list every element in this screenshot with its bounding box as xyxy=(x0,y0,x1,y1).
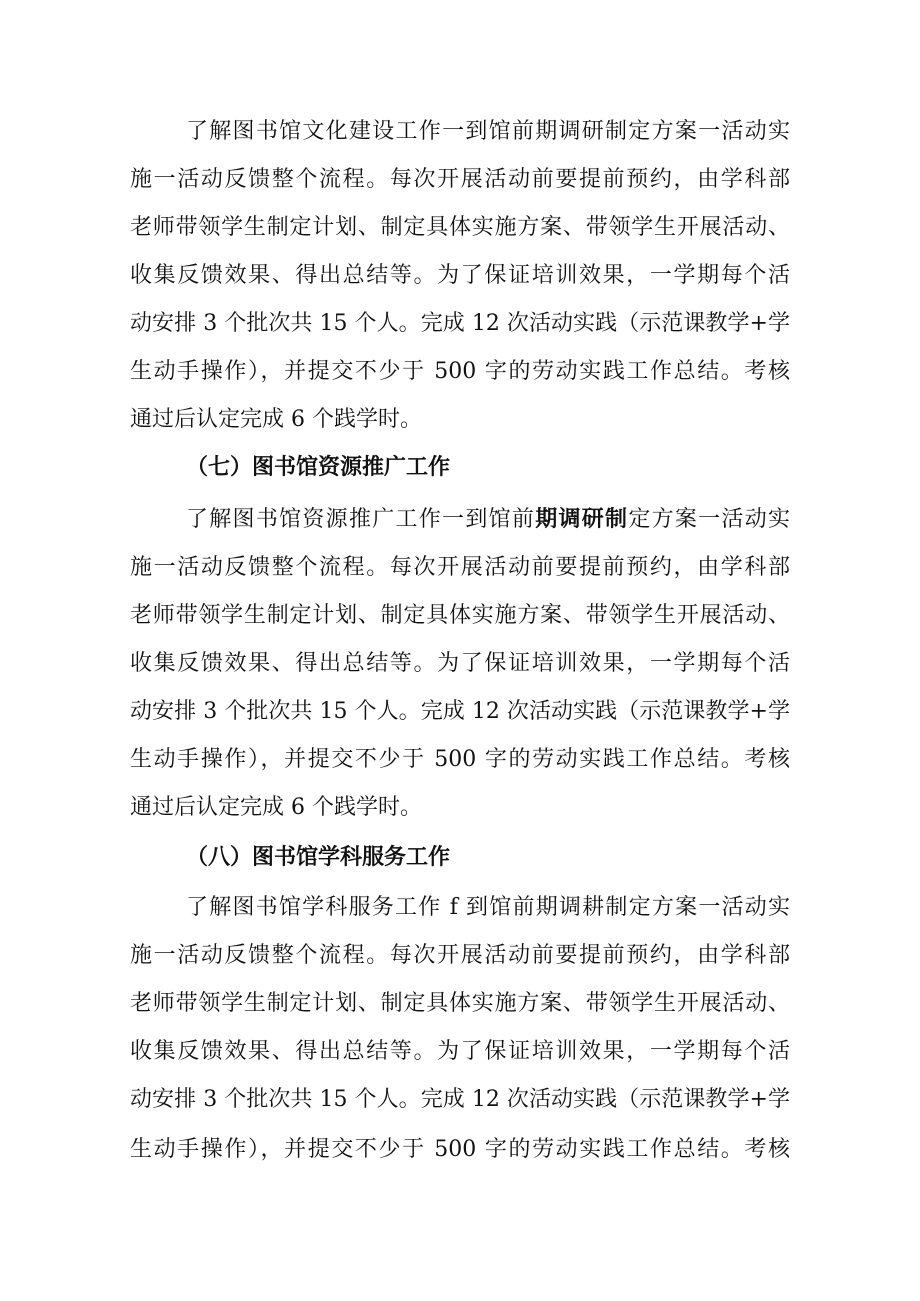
section-6-line-5: 动安排 3 个批次共 15 个人。完成 12 次活动实践（示范课教学+学 xyxy=(130,311,790,336)
section-7-line-6: 生动手操作），并提交不少于 500 字的劳动实践工作总结。考核 xyxy=(130,747,790,772)
section-6-line-1: 了解图书馆文化建设工作一到馆前期调研制定方案一活动实 xyxy=(186,119,790,144)
section-7-line-4: 收集反馈效果、得出总结等。为了保证培训效果，一学期每个活 xyxy=(130,651,790,676)
section-7-heading: （七）图书馆资源推广工作 xyxy=(186,455,451,480)
section-7-line-1-bold: 期调研制 xyxy=(535,507,629,532)
section-8-line-1: 了解图书馆学科服务工作 f 到馆前期调耕制定方案一活动实 xyxy=(186,895,790,920)
section-7-line-1-before: 了解图书馆资源推广工作一到馆前 xyxy=(186,507,536,532)
section-8-line-2: 施一活动反馈整个流程。每次开展活动前要提前预约，由学科部 xyxy=(130,943,790,968)
section-6-line-2: 施一活动反馈整个流程。每次开展活动前要提前预约，由学科部 xyxy=(130,167,790,192)
section-7-line-3: 老师带领学生制定计划、制定具体实施方案、带领学生开展活动、 xyxy=(130,603,790,628)
section-7-line-5: 动安排 3 个批次共 15 个人。完成 12 次活动实践（示范课教学+学 xyxy=(130,699,790,724)
section-7-line-1-after: 定方案一活动实 xyxy=(628,507,790,532)
section-7-line-7: 通过后认定完成 6 个践学时。 xyxy=(130,795,422,820)
section-8-line-5: 动安排 3 个批次共 15 个人。完成 12 次活动实践（示范课教学+学 xyxy=(130,1087,790,1112)
section-8-heading: （八）图书馆学科服务工作 xyxy=(186,845,451,870)
section-8-line-4: 收集反馈效果、得出总结等。为了保证培训效果，一学期每个活 xyxy=(130,1039,790,1064)
section-6-line-6: 生动手操作），并提交不少于 500 字的劳动实践工作总结。考核 xyxy=(130,359,790,384)
section-7-line-2: 施一活动反馈整个流程。每次开展活动前要提前预约，由学科部 xyxy=(130,555,790,580)
section-6-line-4: 收集反馈效果、得出总结等。为了保证培训效果，一学期每个活 xyxy=(130,263,790,288)
section-7-line-1 xyxy=(186,505,790,535)
section-6-line-3: 老师带领学生制定计划、制定具体实施方案、带领学生开展活动、 xyxy=(130,215,790,240)
section-8-line-6: 生动手操作），并提交不少于 500 字的劳动实践工作总结。考核 xyxy=(130,1137,790,1162)
section-6-line-7: 通过后认定完成 6 个践学时。 xyxy=(130,407,422,432)
section-8-line-3: 老师带领学生制定计划、制定具体实施方案、带领学生开展活动、 xyxy=(130,991,790,1016)
